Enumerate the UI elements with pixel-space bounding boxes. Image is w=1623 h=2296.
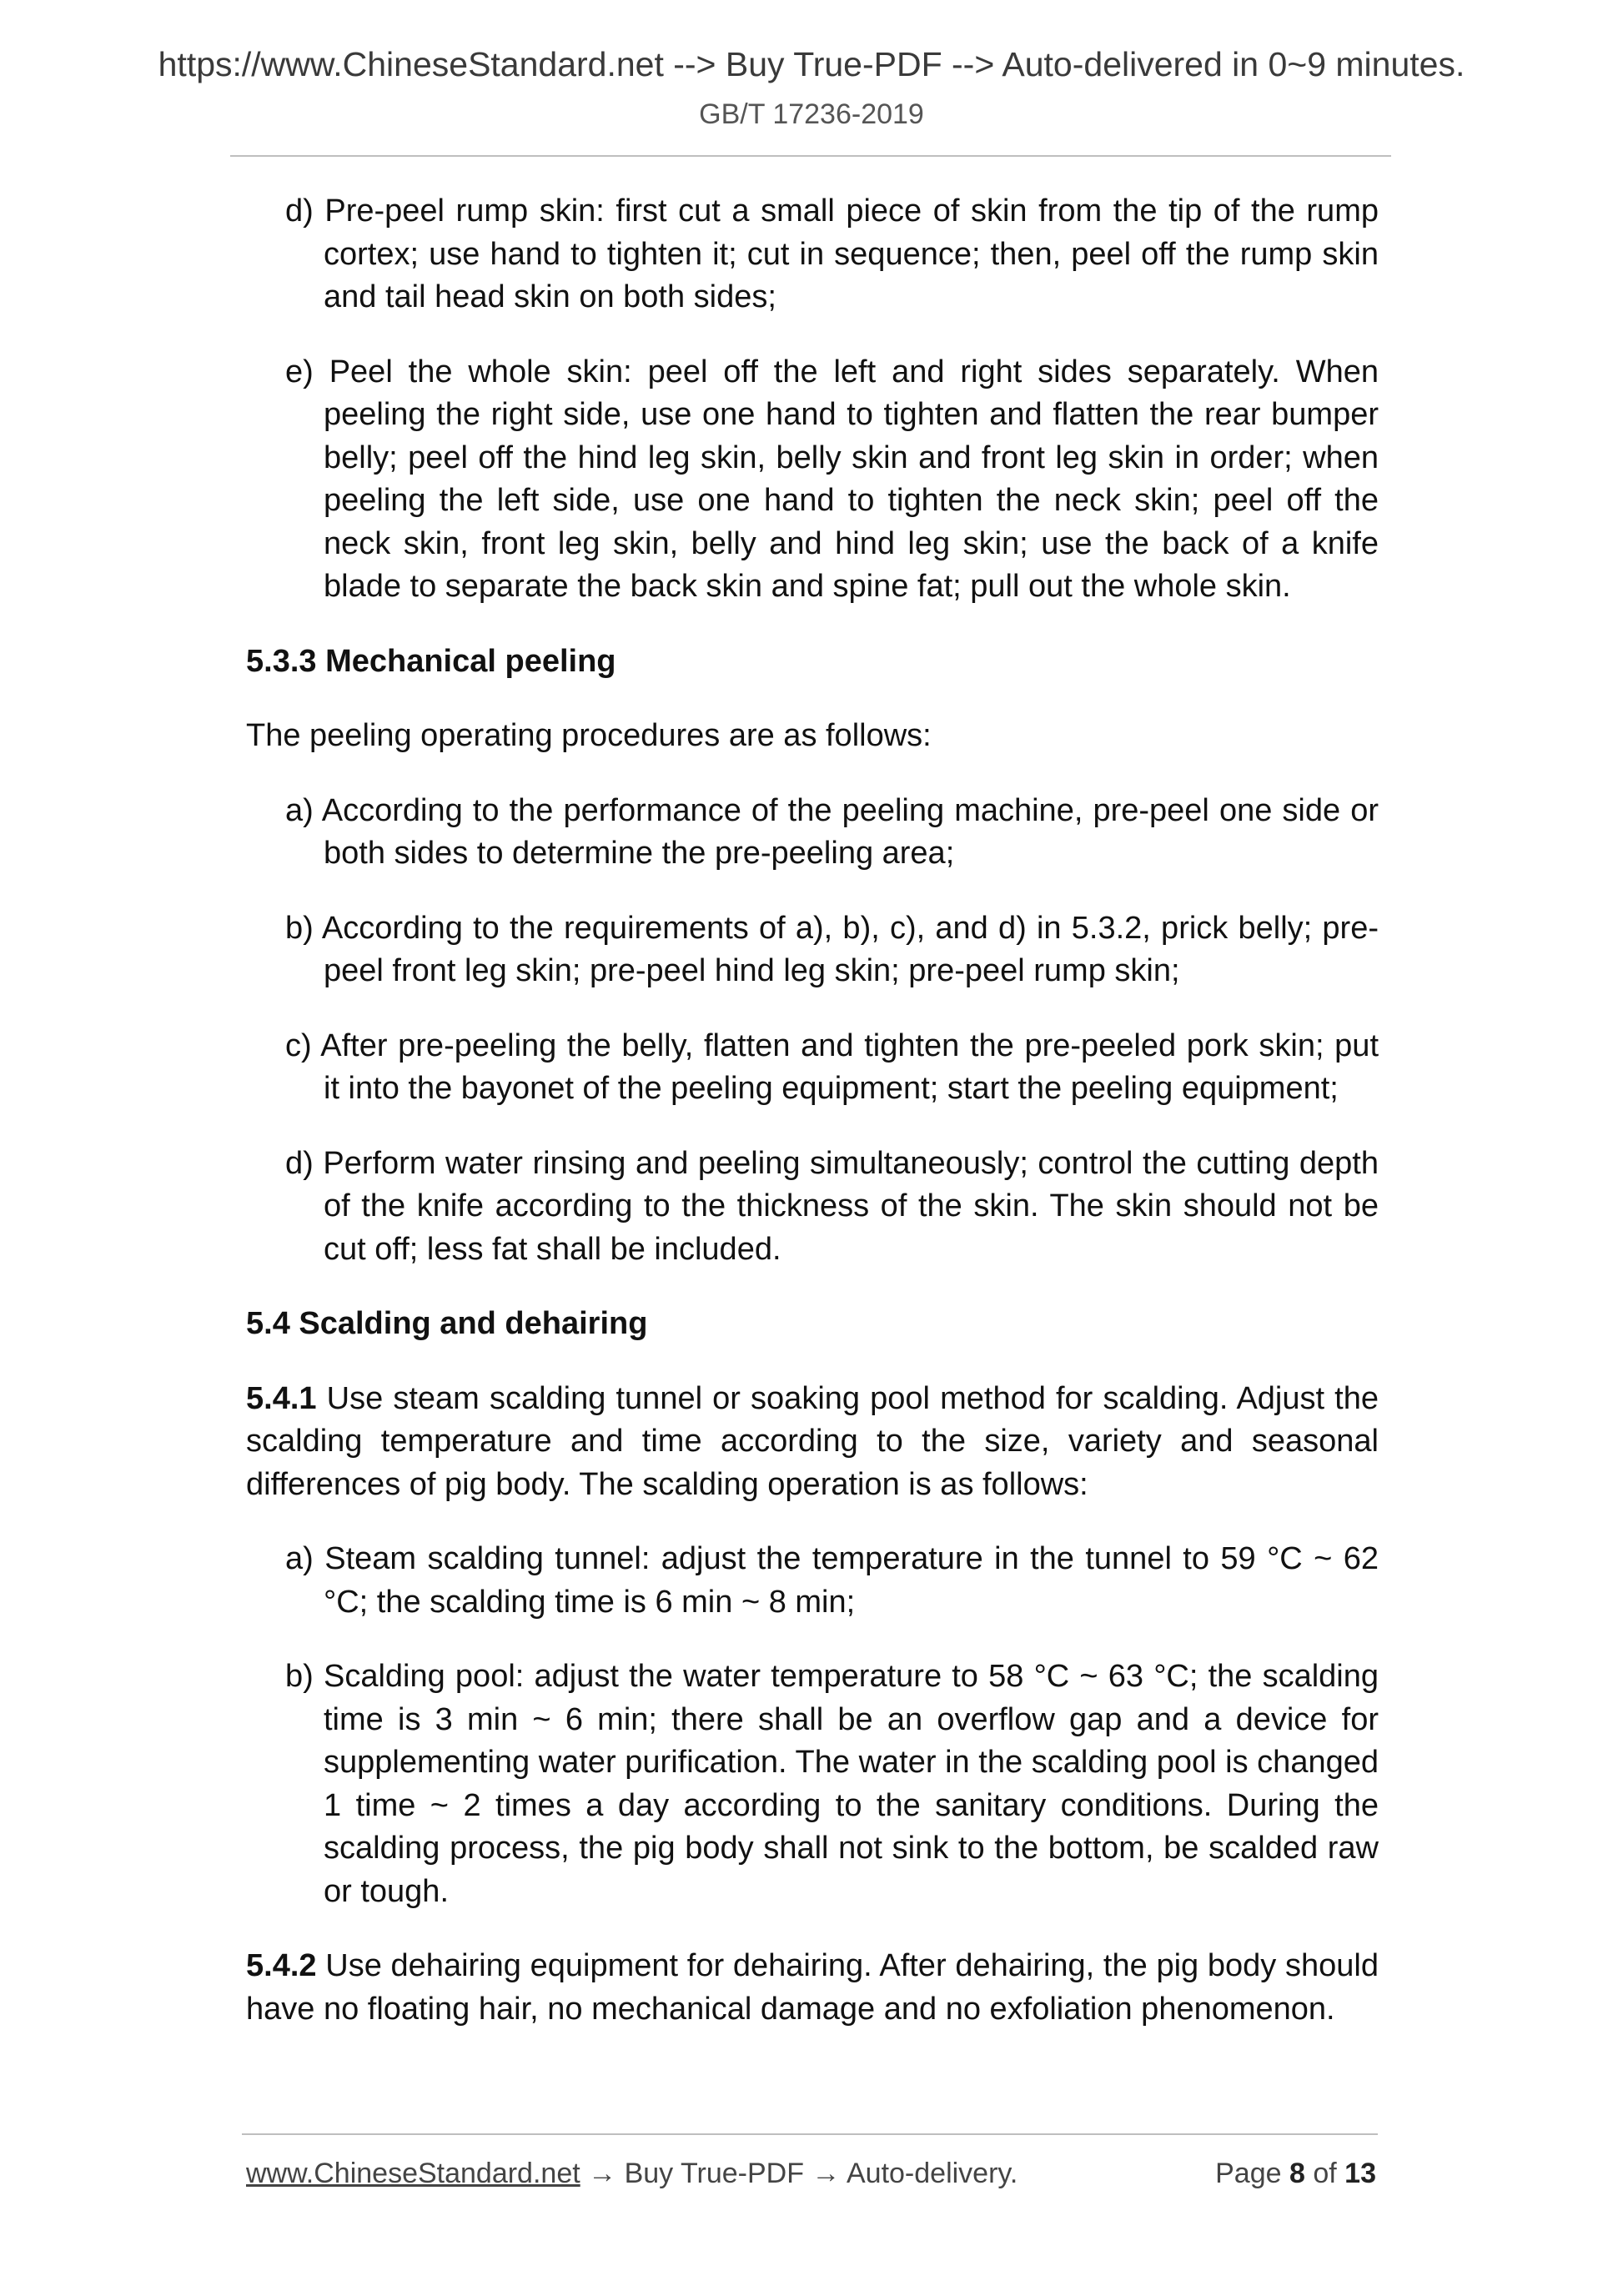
list-text: According to the performance of the peeling machine, pre-peel one side or both sides to determine the pre-peeling area; (321, 792, 1379, 871)
list-text: According to the requirements of a), b), c), and d) in 5.3.2, prick belly; pre-peel front leg skin; pre-peel hind leg skin; pre-peel rump skin; (321, 910, 1379, 988)
page-indicator (1215, 2158, 1376, 2190)
list-marker: a) (285, 792, 314, 828)
clause-5-4-2 (246, 1945, 1379, 2031)
clause-5-4-1 (246, 1378, 1379, 1507)
footer-site-link[interactable]: www.ChineseStandard.net (246, 2158, 580, 2189)
list-marker: c) (285, 1027, 312, 1063)
list-marker: b) (285, 1659, 314, 1694)
list-marker: e) (285, 354, 314, 389)
footer-divider (242, 2133, 1378, 2135)
list-item (246, 1655, 1379, 1913)
list-text: Peel the whole skin: peel off the left and right sides separately. When peeling the right side, use one hand to tighten and flatten the rear bumper belly; peel off the hind leg skin, belly skin and front leg skin in order; when peeling the left side, use one hand to tighten the neck skin; peel off the neck skin, front leg skin, belly and hind leg skin; use the back of a knife blade to separate the back skin and spine fat; pull out the whole skin. (324, 354, 1379, 604)
section-heading-mechanical-peeling: 5.3.3 Mechanical peeling (246, 643, 616, 679)
of-word: of (1313, 2158, 1337, 2189)
footer-tagline: → Buy True-PDF → Auto-delivery. (588, 2158, 1018, 2189)
list-item (246, 1025, 1379, 1111)
clause-number: 5.4.1 (246, 1380, 317, 1416)
list-item (246, 1143, 1379, 1272)
list-item-peel-whole-skin (246, 351, 1379, 609)
list-text: Scalding pool: adjust the water temperature to 58 °C ~ 63 °C; the scalding time is 3 min ~ 6 min; there shall be an overflow gap and a device for supplementing water purification. The water in the scalding pool is changed 1 time ~ 2 times a day according to the sanitary conditions. During the scalding process, the pig body shall not sink to the bottom, be scalded raw or tough. (323, 1659, 1379, 1909)
list-item (246, 907, 1379, 993)
list-item (246, 790, 1379, 876)
list-marker: d) (285, 193, 314, 229)
document-body (246, 190, 1379, 2062)
page-total: 13 (1344, 2158, 1376, 2189)
list-marker: d) (285, 1145, 314, 1181)
footer-left (246, 2158, 1018, 2190)
list-marker: b) (285, 910, 314, 946)
header-divider (230, 155, 1391, 157)
page-word: Page (1215, 2158, 1282, 2189)
list-text: Perform water rinsing and peeling simultaneously; control the cutting depth of the knife according to the thickness of the skin. The skin should not be cut off; less fat shall be included. (323, 1145, 1379, 1267)
list-item (246, 1538, 1379, 1624)
clause-number: 5.4.2 (246, 1948, 317, 1983)
list-marker: a) (285, 1541, 314, 1576)
header-url-line: https://www.ChineseStandard.net --> Buy True-PDF --> Auto-delivered in 0~9 minutes. (158, 45, 1465, 83)
clause-text: Use dehairing equipment for dehairing. After dehairing, the pig body should have no floating hair, no mechanical damage and no exfoliation phenomenon. (246, 1948, 1379, 2027)
page-current: 8 (1289, 2158, 1305, 2189)
list-text: After pre-peeling the belly, flatten and tighten the pre-peeled pork skin; put it into the bayonet of the peeling equipment; start the peeling equipment; (320, 1027, 1379, 1106)
standard-code: GB/T 17236-2019 (699, 98, 924, 130)
section-intro: The peeling operating procedures are as follows: (246, 718, 932, 753)
list-text: Steam scalding tunnel: adjust the temperature in the tunnel to 59 °C ~ 62 °C; the scalding time is 6 min ~ 8 min; (324, 1541, 1379, 1620)
list-item-prepeel-rump (246, 190, 1379, 319)
clause-text: Use steam scalding tunnel or soaking pool method for scalding. Adjust the scalding temperature and time according to the size, variety and seasonal differences of pig body. The scalding operation is as follows: (246, 1380, 1379, 1502)
list-text: Pre-peel rump skin: first cut a small piece of skin from the tip of the rump cortex; use hand to tighten it; cut in sequence; then, peel off the rump skin and tail head skin on both sides; (324, 193, 1379, 314)
section-heading-scalding-dehairing: 5.4 Scalding and dehairing (246, 1306, 648, 1341)
